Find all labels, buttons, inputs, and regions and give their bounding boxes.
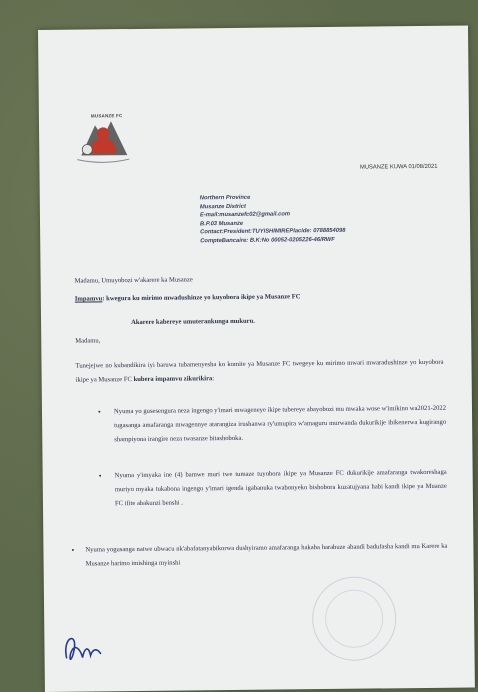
address-line: Musanze District [199, 203, 246, 210]
letter-page [38, 25, 475, 691]
intro-paragraph [75, 356, 443, 388]
bullet-icon: • [97, 407, 101, 417]
faded-stamp [312, 576, 397, 661]
subject-line [75, 293, 301, 302]
logo-text: MUSANZE FC [90, 113, 123, 119]
list-item-text: Nyuma y'imyaka ine (4) bamwe muri twe tumaze tuyobora ikipe ya Musanze FC dukurikije amafaranga twakoreshaga muriyo myaka tukabona ingengo y'imari igenda igabanuka twabonyeko bishobora kuzatujyana habi kandi ikipe ya Muanze FC ifite abakunzi benshi . [114, 468, 447, 508]
subject-label: Impamvu [74, 295, 103, 303]
address-line: E-mail:musanzefc02@gmail.com [199, 211, 291, 219]
list-item [97, 402, 447, 447]
intro-bold-text: kubera impamvu zikurikira [133, 375, 213, 384]
address-line: B.P.03 Musanze [200, 220, 244, 228]
recipient-line: Madamu, Umuyobozi w'akarere ka Musanze [74, 276, 193, 285]
list-item [98, 466, 447, 511]
bullet-icon: • [71, 545, 75, 555]
handwritten-signature [58, 627, 118, 668]
address-line: Contact:President:TUYISHIMIREPlacide: 0788854098 [200, 228, 346, 236]
intro-text: Tunejejwe no kubandikira iyi baruwa tubamenyesha ko komite ya Musanze FC twegeye ku mirimo mwari mwaradushinze yo kuyobora ikipe ya Musanze FC [75, 358, 444, 384]
list-item-text: Nyuma yogusanga natwe ubwacu nk'abafatanyabikorwa dushyiramo amafaranga hakaba harabuze abandi badufasha kandi mu Karere ka Musanze harimo imishinga myinshi [85, 542, 448, 568]
list-item [71, 540, 448, 572]
bullet-icon: • [98, 471, 102, 481]
letter-date: MUSANZE KUWA 01/08/2021 [359, 163, 438, 171]
intro-end: : [212, 375, 215, 383]
subject-line-2: Akarere kabereye umuterankunga mukuru. [131, 317, 255, 327]
subject-text: : kwegura ku mirimo mwadushinze yo kuyobora ikipe ya Musanze FC [102, 293, 301, 303]
address-block [200, 193, 346, 246]
list-item-text: Nyuma yo gusesengura neza ingengo y'imari mwageneye ikipe tubereye abayobozi mu mwaka wose w'imikino wa2021-2022 tugasanga amafaranga mwagennye atarangiza irushanwa ry'umupira w'amaguru murwanda dukurikije ibikenerwa kugirango shampiyona irangire neza twasanze bitashoboka. [113, 404, 447, 444]
salutation: Madamu, [75, 337, 101, 345]
address-line: Northern Province [199, 194, 251, 202]
address-line: CompteBancaire: B.K:No 00052-0205226-46/RWF [200, 236, 335, 245]
